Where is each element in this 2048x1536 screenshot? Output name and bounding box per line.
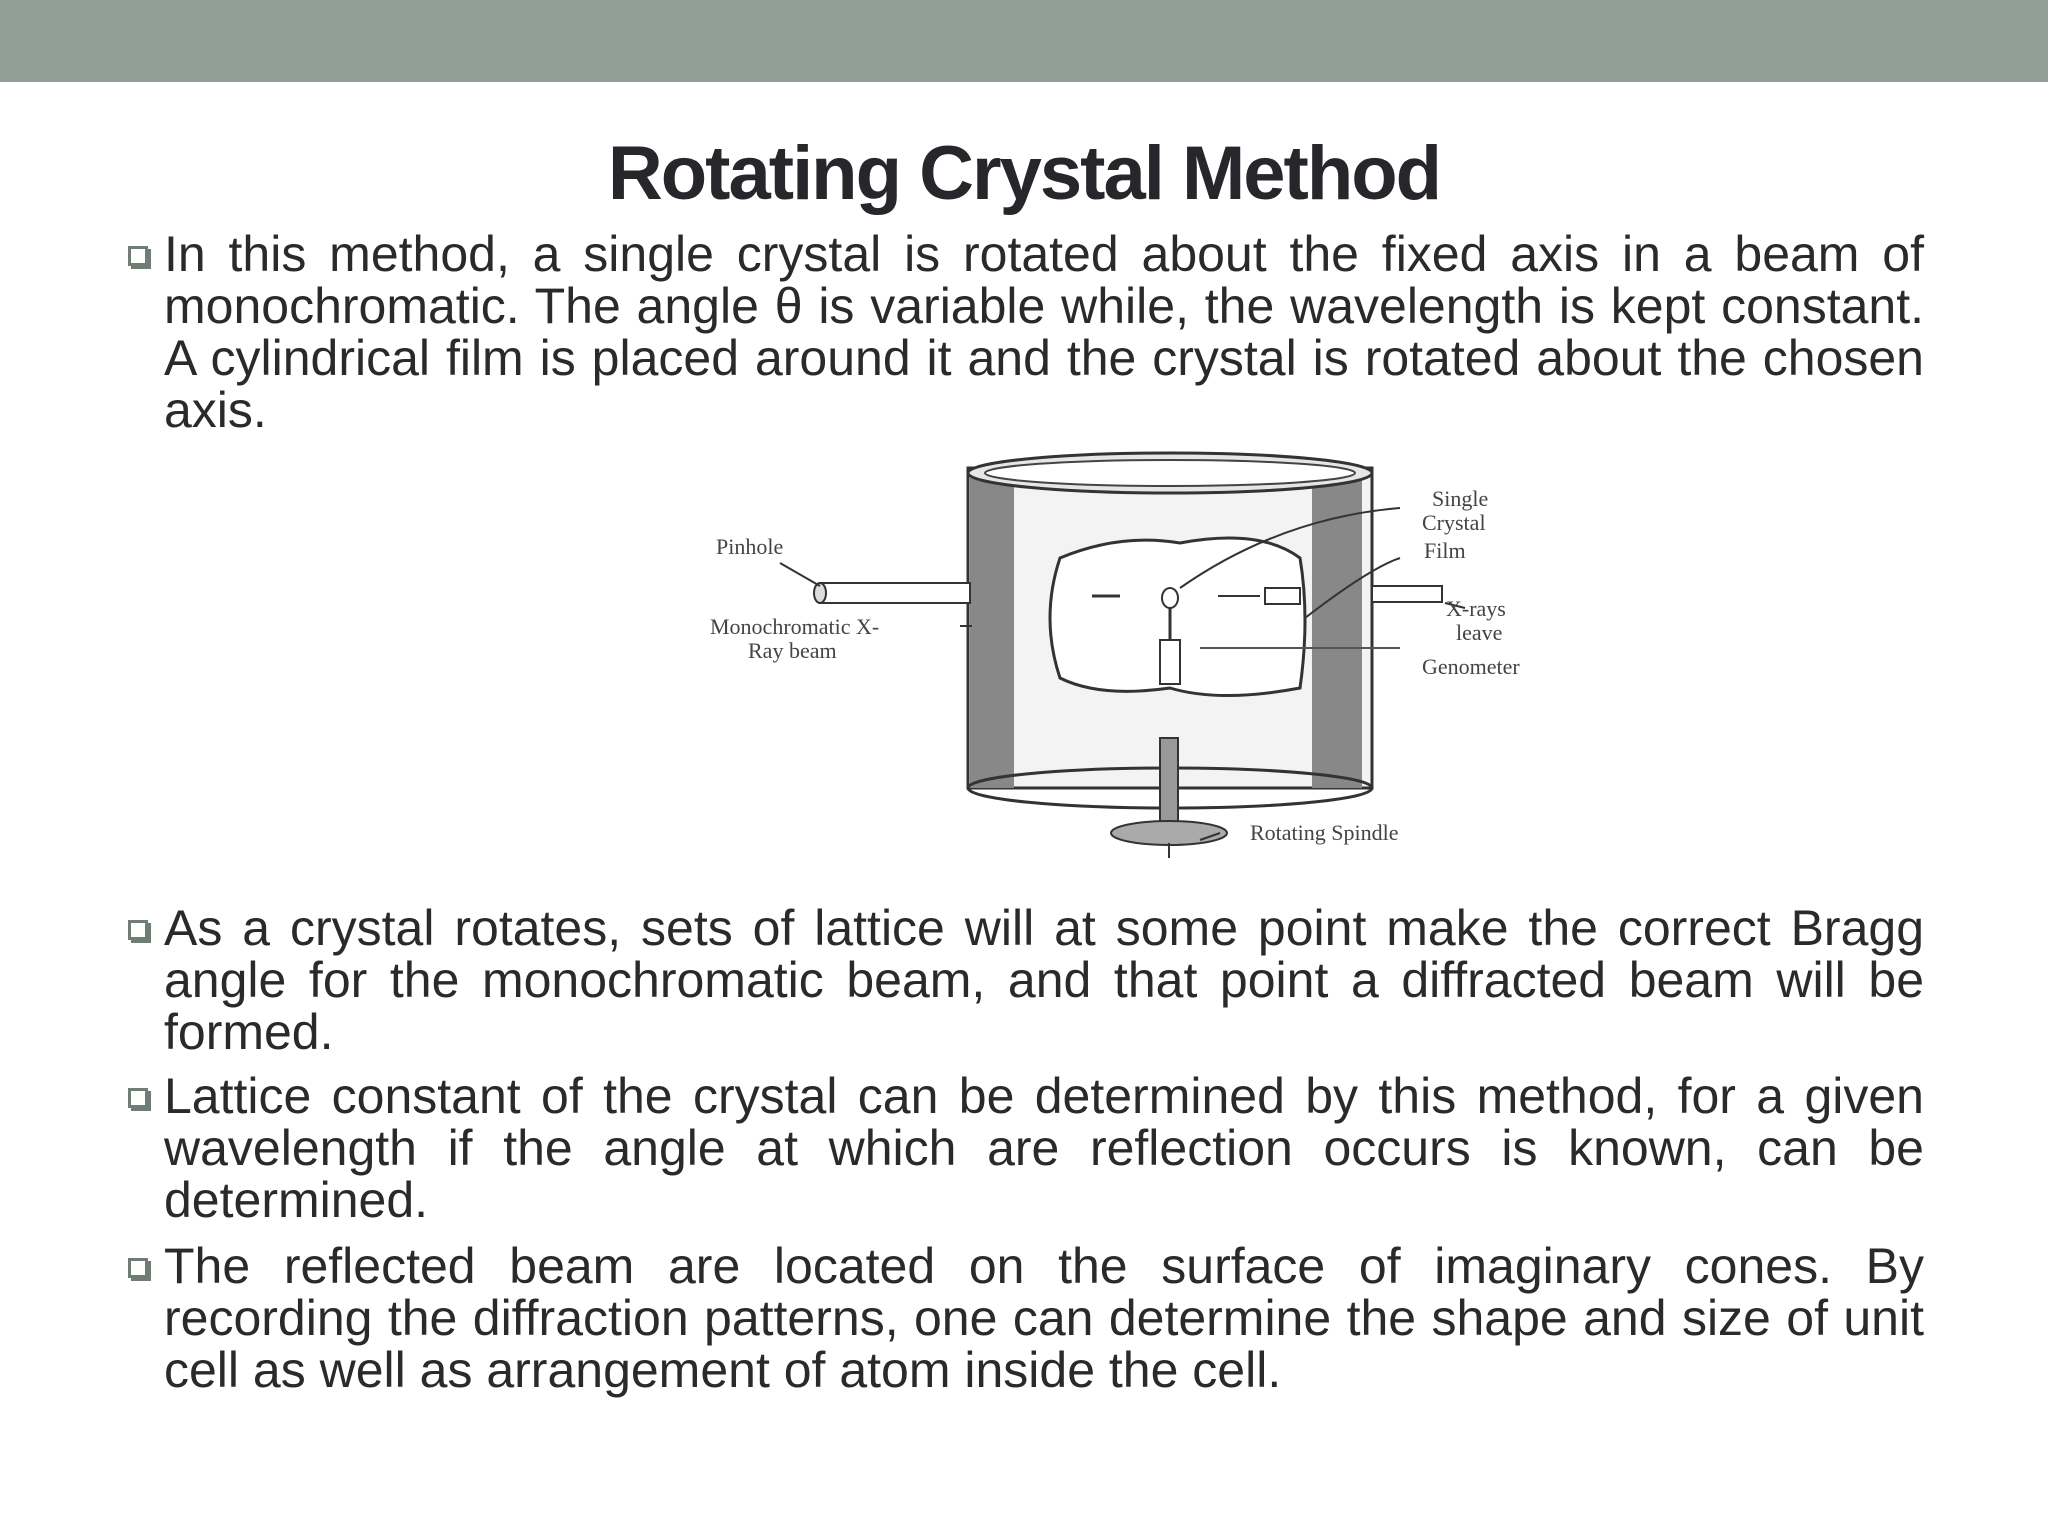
bullet-list-item [126, 1240, 1924, 1396]
label-rotating-spindle: Rotating Spindle [1250, 820, 1399, 845]
bullet-list-item [126, 228, 1924, 436]
bullet-text: In this method, a single crystal is rotated about the fixed axis in a beam of monochromatic. The angle θ is variable while, the wavelength is kept constant. A cylindrical film is placed around it and the crystal is rotated about the chosen axis. [164, 226, 1924, 438]
label-beam-line2: Ray beam [748, 638, 837, 663]
bullet-text: As a crystal rotates, sets of lattice will at some point make the correct Bragg angle for the monochromatic beam, and that point a diffracted beam will be formed. [164, 900, 1924, 1060]
slide-title: Rotating Crystal Method [607, 131, 1441, 216]
label-single: Single [1432, 486, 1489, 511]
label-film: Film [1424, 538, 1466, 563]
label-xrays: X-rays [1446, 596, 1506, 621]
bullet-list-item [126, 1070, 1924, 1226]
label-beam-line1: Monochromatic X- [710, 614, 880, 639]
label-genometer: Genometer [1422, 654, 1520, 679]
bullet-text: Lattice constant of the crystal can be determined by this method, for a given wavelength if the angle at which are reflection occurs is known, can be determined. [164, 1068, 1924, 1228]
header-band [0, 0, 2048, 82]
label-crystal: Crystal [1422, 510, 1486, 535]
label-pinhole: Pinhole [716, 534, 784, 559]
checkbox-bullet-icon [128, 1258, 148, 1278]
checkbox-bullet-icon [128, 1088, 148, 1108]
checkbox-bullet-icon [128, 246, 148, 266]
checkbox-bullet-icon [128, 920, 148, 940]
label-leave: leave [1456, 620, 1503, 645]
bullet-list-item [126, 902, 1924, 1058]
bullet-text: The reflected beam are located on the surface of imaginary cones. By recording the diffraction patterns, one can determine the shape and size of unit cell as well as arrangement of atom inside the cell. [164, 1238, 1924, 1398]
rotating-crystal-diagram [700, 448, 1580, 858]
